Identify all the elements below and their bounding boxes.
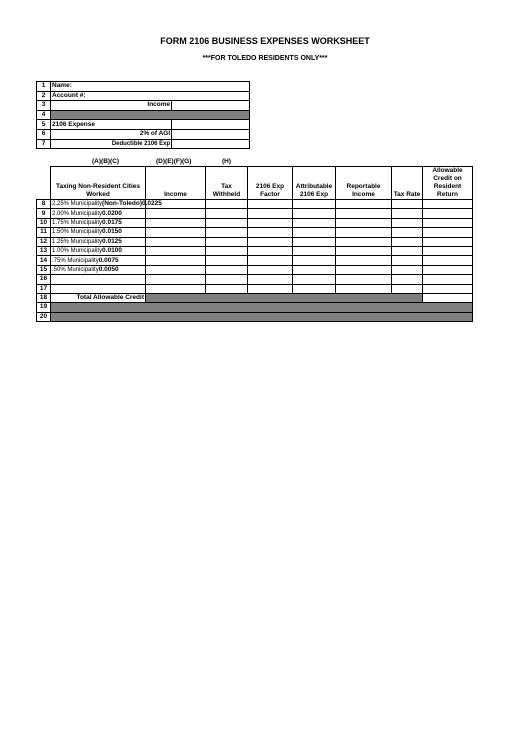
reportable-income-input[interactable] [336, 200, 392, 209]
row-number: 20 [37, 312, 51, 321]
expense-2106-label: 2106 Expense [51, 120, 172, 130]
row-number: 2 [37, 91, 51, 101]
municipality-label: 2.25% Municipality [52, 201, 103, 208]
municipality-rate: 0.0175 [102, 218, 122, 226]
name-field[interactable]: Name: [51, 82, 250, 92]
col-header-reportable: Reportable Income [336, 167, 392, 200]
group-label-abc: (A)(B)(C) [92, 158, 120, 165]
reportable-income-input[interactable] [336, 275, 392, 284]
row-number: 14 [37, 256, 51, 265]
attributable-exp-input[interactable] [293, 209, 336, 218]
reportable-income-input[interactable] [336, 265, 392, 274]
exp-factor-input[interactable] [248, 284, 293, 293]
exp-factor-input[interactable] [248, 246, 293, 255]
allowable-credit-input[interactable] [423, 284, 473, 293]
reportable-income-input[interactable] [336, 237, 392, 246]
municipality-cell [51, 284, 146, 293]
tax-withheld-input[interactable] [206, 228, 248, 237]
form-title: FORM 2106 BUSINESS EXPENSES WORKSHEET [160, 36, 370, 46]
tax-rate-input[interactable] [392, 265, 423, 274]
table-row [37, 237, 473, 246]
row-number: 15 [37, 265, 51, 274]
reportable-income-input[interactable] [336, 228, 392, 237]
tax-withheld-input[interactable] [206, 256, 248, 265]
municipality-cell [51, 228, 146, 237]
row-number: 12 [37, 237, 51, 246]
income-input[interactable] [146, 284, 206, 293]
tax-rate-input[interactable] [392, 237, 423, 246]
allowable-credit-input[interactable] [423, 228, 473, 237]
municipality-rate: 0.0100 [102, 247, 122, 255]
exp-factor-input[interactable] [248, 228, 293, 237]
attributable-exp-input[interactable] [293, 284, 336, 293]
income-input[interactable] [146, 275, 206, 284]
municipality-label: .75% Municipality [52, 257, 99, 264]
tax-rate-input[interactable] [392, 228, 423, 237]
municipality-label: .50% Municipality [52, 266, 99, 273]
tax-rate-input[interactable] [392, 275, 423, 284]
deductible-2106-input[interactable] [172, 139, 250, 149]
table-row [37, 265, 473, 274]
attributable-exp-input[interactable] [293, 265, 336, 274]
income-label: Income [51, 101, 172, 111]
reportable-income-input[interactable] [336, 246, 392, 255]
municipality-cell [51, 256, 146, 265]
tax-withheld-input[interactable] [206, 218, 248, 227]
col-header-cities: Taxing Non-Resident Cities Worked [51, 167, 146, 200]
municipality-label: 1.25% Municipality [52, 238, 103, 245]
municipality-label: 1.50% Municipality [52, 229, 103, 236]
tax-rate-input[interactable] [392, 256, 423, 265]
row-number: 11 [37, 228, 51, 237]
reportable-income-input[interactable] [336, 284, 392, 293]
allowable-credit-input[interactable] [423, 200, 473, 209]
tax-rate-input[interactable] [392, 246, 423, 255]
form-subtitle: ***FOR TOLEDO RESIDENTS ONLY*** [202, 55, 328, 62]
row-number: 13 [37, 246, 51, 255]
tax-withheld-input[interactable] [206, 237, 248, 246]
tax-withheld-input[interactable] [206, 275, 248, 284]
municipality-rate: 0.0050 [98, 265, 119, 273]
exp-factor-input[interactable] [248, 275, 293, 284]
table-row [37, 200, 473, 209]
allowable-credit-input[interactable] [423, 256, 473, 265]
income-input[interactable] [146, 228, 206, 237]
total-credit-label: Total Allowable Credit [51, 293, 146, 302]
allowable-credit-input[interactable] [423, 237, 473, 246]
info-table [36, 81, 250, 149]
tax-withheld-input[interactable] [206, 209, 248, 218]
municipality-rate: 0.0075 [98, 256, 119, 264]
table-row [37, 256, 473, 265]
exp-factor-input[interactable] [248, 237, 293, 246]
tax-withheld-input[interactable] [206, 284, 248, 293]
col-header-allowable-credit: Allowable Credit on Resident Return [423, 167, 473, 200]
tax-rate-input[interactable] [392, 209, 423, 218]
agi-2pct-label: 2% of AGI [51, 129, 172, 139]
tax-withheld-input[interactable] [206, 200, 248, 209]
municipality-rate: 0.0225 [141, 200, 162, 208]
municipality-cell [51, 200, 162, 209]
income-input[interactable] [146, 237, 206, 246]
income-input[interactable] [172, 101, 250, 111]
shaded-cell [146, 293, 423, 302]
shaded-cell [51, 303, 473, 312]
exp-factor-input[interactable] [248, 209, 293, 218]
tax-rate-input[interactable] [392, 200, 423, 209]
tax-withheld-input[interactable] [206, 265, 248, 274]
col-header-attributable: Attributable 2106 Exp [293, 167, 336, 200]
allowable-credit-input[interactable] [423, 265, 473, 274]
shaded-cell [51, 110, 250, 120]
row-number: 5 [37, 120, 51, 130]
account-field[interactable]: Account #: [51, 91, 250, 101]
row-number: 10 [37, 218, 51, 227]
municipality-cell [51, 275, 146, 284]
group-label-h: (H) [222, 158, 232, 165]
agi-2pct-input[interactable] [172, 129, 250, 139]
exp-factor-input[interactable] [248, 256, 293, 265]
municipality-cell [51, 246, 146, 255]
attributable-exp-input[interactable] [293, 200, 336, 209]
municipality-rate: 0.0125 [102, 237, 122, 245]
allowable-credit-input[interactable] [423, 209, 473, 218]
col-header-income: Income [146, 167, 206, 200]
allowable-credit-input[interactable] [423, 275, 473, 284]
row-number: 9 [37, 209, 51, 218]
table-row [37, 228, 473, 237]
table-row [37, 209, 473, 218]
municipality-label: 2.00% Municipality [52, 210, 103, 217]
row-number: 16 [37, 275, 51, 284]
municipality-cell [51, 237, 146, 246]
tax-rate-input[interactable] [392, 284, 423, 293]
row-number: 3 [37, 101, 51, 111]
municipality-label: 1.00% Municipality [52, 248, 103, 255]
row-number: 1 [37, 82, 51, 92]
reportable-income-input[interactable] [336, 256, 392, 265]
attributable-exp-input[interactable] [293, 218, 336, 227]
table-row [37, 218, 473, 227]
attributable-exp-input[interactable] [293, 246, 336, 255]
attributable-exp-input[interactable] [293, 237, 336, 246]
col-header-tax-withheld: Tax Withheld [206, 167, 248, 200]
group-label-defg: (D)(E)(F)(G) [156, 158, 192, 165]
municipality-note: (Non-Toledo) [102, 200, 142, 208]
income-input[interactable] [146, 265, 206, 274]
municipality-cell [51, 209, 146, 218]
reportable-income-input[interactable] [336, 209, 392, 218]
income-input[interactable] [146, 209, 206, 218]
row-number: 6 [37, 129, 51, 139]
income-input[interactable] [146, 256, 206, 265]
municipality-rate: 0.0150 [102, 228, 122, 236]
col-header-tax-rate: Tax Rate [392, 167, 423, 200]
municipality-cell [51, 265, 146, 274]
allowable-credit-input[interactable] [423, 218, 473, 227]
municipality-label: 1.75% Municipality [52, 219, 103, 226]
exp-factor-input[interactable] [248, 218, 293, 227]
tax-rate-input[interactable] [392, 218, 423, 227]
income-input[interactable] [146, 218, 206, 227]
row-number: 17 [37, 284, 51, 293]
attributable-exp-input[interactable] [293, 256, 336, 265]
row-number: 8 [37, 200, 51, 209]
exp-factor-input[interactable] [248, 200, 293, 209]
exp-factor-input[interactable] [248, 265, 293, 274]
attributable-exp-input[interactable] [293, 275, 336, 284]
table-row [37, 275, 473, 284]
income-input[interactable] [146, 246, 206, 255]
municipality-cell [51, 218, 146, 227]
municipality-table [36, 166, 473, 322]
total-credit-input[interactable] [423, 293, 473, 302]
tax-withheld-input[interactable] [206, 246, 248, 255]
allowable-credit-input[interactable] [423, 246, 473, 255]
row-number: 19 [37, 303, 51, 312]
row-number: 7 [37, 139, 51, 149]
col-header-exp-factor: 2106 Exp Factor [248, 167, 293, 200]
row-number: 4 [37, 110, 51, 120]
shaded-cell [51, 312, 473, 321]
deductible-2106-label: Deductible 2106 Exp [51, 139, 172, 149]
expense-2106-input[interactable] [172, 120, 250, 130]
table-row [37, 246, 473, 255]
blank-header [37, 167, 51, 200]
row-number: 18 [37, 293, 51, 302]
table-row [37, 284, 473, 293]
reportable-income-input[interactable] [336, 218, 392, 227]
attributable-exp-input[interactable] [293, 228, 336, 237]
municipality-rate: 0.0200 [102, 209, 122, 217]
